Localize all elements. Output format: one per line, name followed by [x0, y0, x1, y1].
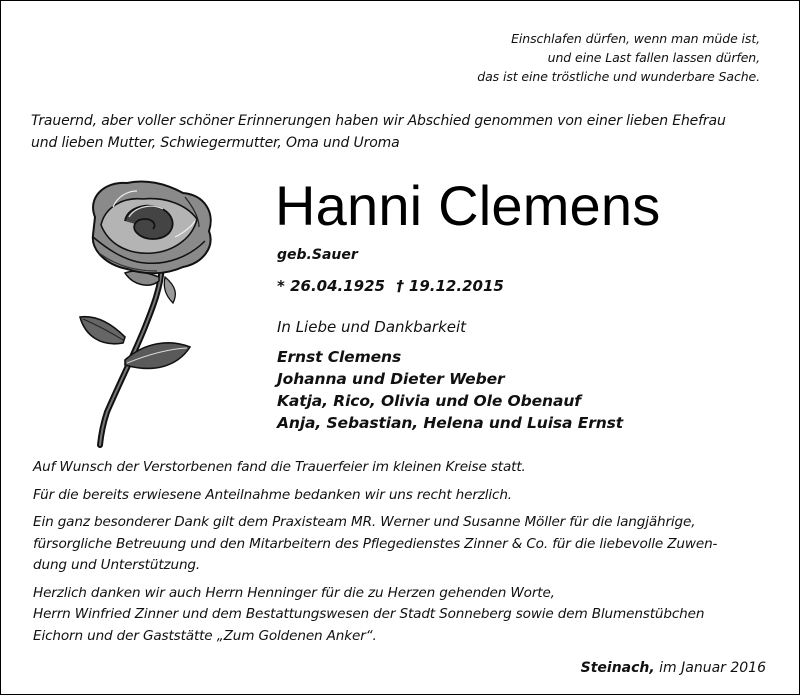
paragraph-line: fürsorgliche Betreuung und den Mitarbeitern des Pflegedienstes Zinner & Co. für die liebevolle Zuwen-	[33, 535, 718, 552]
mourner-name: Katja, Rico, Olivia und Ole Obenauf	[277, 392, 581, 410]
thanks-text	[33, 457, 778, 647]
poem-line: Einschlafen dürfen, wenn man müde ist,	[511, 31, 760, 46]
deceased-name: Hanni Clemens	[275, 174, 661, 237]
gratitude-line: In Liebe und Dankbarkeit	[277, 318, 467, 336]
intro-text	[31, 110, 776, 154]
maiden-name: geb.Sauer	[277, 247, 358, 263]
poem-line: das ist eine tröstliche und wunderbare Sache.	[477, 69, 760, 84]
signoff	[581, 660, 766, 676]
death-date: † 19.12.2015	[396, 277, 504, 295]
paragraph-line: dung und Unterstützung.	[33, 557, 201, 573]
paragraph-line: Herzlich danken wir auch Herrn Henninger für die zu Herzen gehenden Worte,	[33, 584, 555, 601]
poem-quote	[477, 29, 760, 86]
intro-line: Trauernd, aber voller schöner Erinnerungen haben wir Abschied genommen von einer lieben Ehefrau	[31, 113, 726, 129]
mourner-name: Ernst Clemens	[277, 348, 402, 366]
life-dates	[277, 277, 510, 295]
paragraph-line: Ein ganz besonderer Dank gilt dem Praxisteam MR. Werner und Susanne Möller für die langjährige,	[33, 514, 696, 530]
signoff-date: im Januar 2016	[654, 660, 766, 676]
rose-illustration	[65, 177, 230, 449]
paragraph-line: Für die bereits erwiesene Anteilnahme bedanken wir uns recht herzlich.	[33, 486, 512, 503]
poem-line: und eine Last fallen lassen dürfen,	[547, 50, 760, 65]
mourner-name: Johanna und Dieter Weber	[277, 370, 505, 388]
paragraph-line: Eichorn und der Gaststätte „Zum Goldenen Anker“.	[33, 627, 377, 644]
birth-date: * 26.04.1925	[277, 277, 385, 295]
signoff-place: Steinach,	[580, 660, 655, 676]
mourners-list	[277, 346, 623, 434]
mourner-name: Anja, Sebastian, Helena und Luisa Ernst	[277, 414, 624, 432]
paragraph-line: Auf Wunsch der Verstorbenen fand die Trauerfeier im kleinen Kreise statt.	[33, 459, 526, 475]
paragraph-line: Herrn Winfried Zinner und dem Bestattungswesen der Stadt Sonneberg sowie dem Blumenstübchen	[33, 606, 705, 622]
intro-line: und lieben Mutter, Schwiegermutter, Oma und Uroma	[31, 135, 400, 151]
